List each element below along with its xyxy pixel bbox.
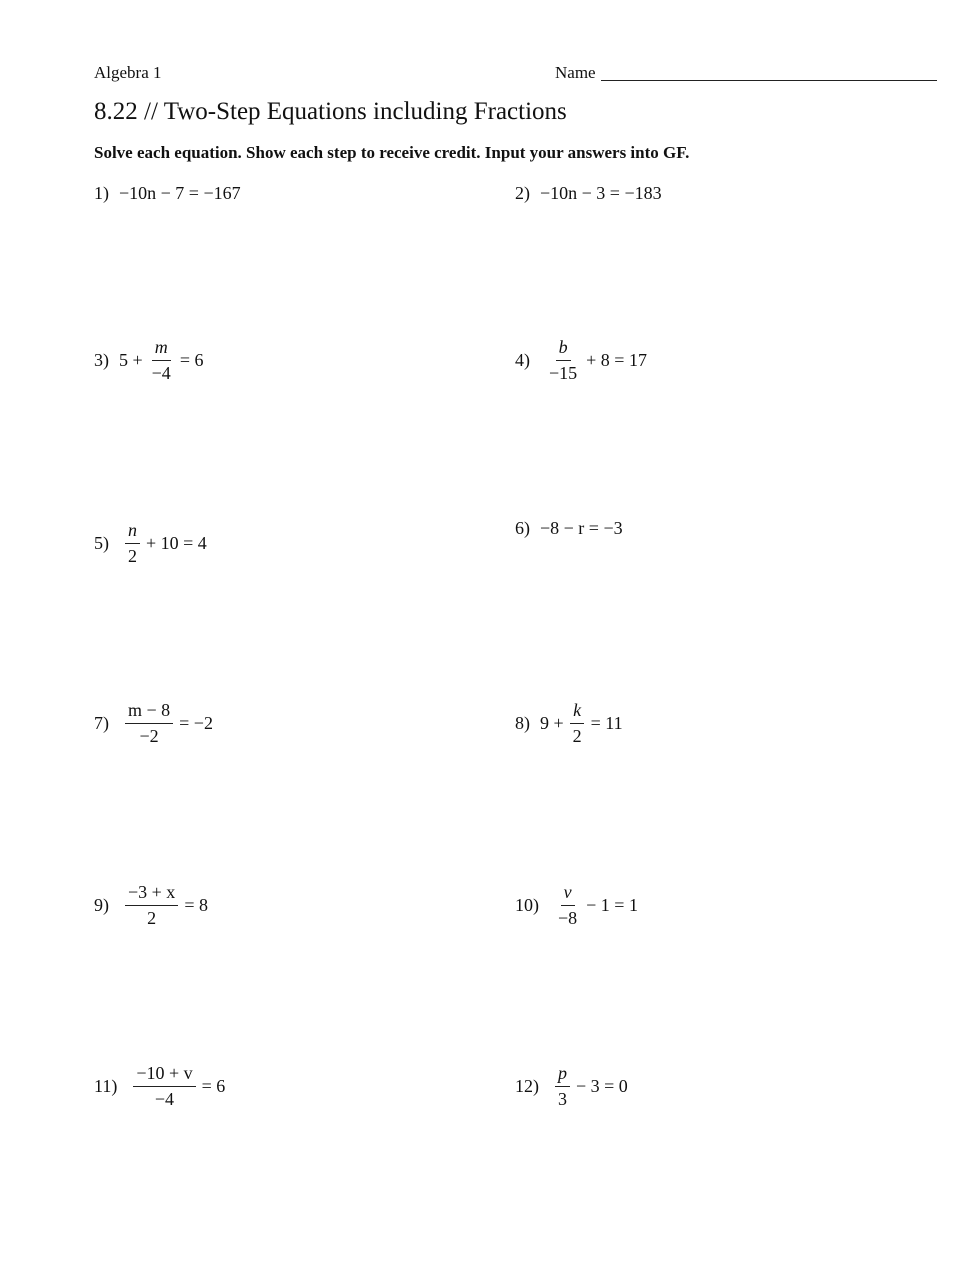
equation-suffix: = −2 xyxy=(179,712,213,733)
problem-5 xyxy=(94,515,207,571)
problem-number: 4) xyxy=(515,349,530,370)
course-name: Algebra 1 xyxy=(94,63,162,82)
fraction xyxy=(125,701,173,746)
equation-suffix: = 8 xyxy=(184,894,208,915)
problem-number: 1) xyxy=(94,182,109,203)
problem-number: 10) xyxy=(515,894,539,915)
problem-11 xyxy=(94,1058,225,1114)
fraction-denominator: −2 xyxy=(139,725,159,746)
problem-6 xyxy=(515,500,623,556)
fraction xyxy=(125,521,140,566)
fraction-numerator: k xyxy=(570,701,584,724)
equation-prefix: 5 + xyxy=(119,349,143,370)
worksheet-title: 8.22 // Two-Step Equations including Fractions xyxy=(94,98,567,125)
equation-prefix: 9 + xyxy=(540,712,564,733)
fraction xyxy=(149,338,174,383)
equation-suffix: = 6 xyxy=(201,1075,226,1096)
problem-number: 12) xyxy=(515,1075,539,1096)
problem-number: 6) xyxy=(515,517,530,538)
problem-1 xyxy=(94,165,241,221)
instructions: Solve each equation. Show each step to receive credit. Input your answers into GF. xyxy=(94,143,690,162)
fraction-numerator: −3 + x xyxy=(125,883,178,906)
problem-7 xyxy=(94,695,213,751)
equation-suffix: = 6 xyxy=(179,349,204,370)
equation: −8 − r = −3 xyxy=(540,517,623,538)
problem-number: 3) xyxy=(94,349,109,370)
equation: −10n − 7 = −167 xyxy=(119,182,241,203)
fraction-denominator: −4 xyxy=(154,1088,175,1109)
fraction xyxy=(570,701,585,746)
fraction-denominator: 3 xyxy=(558,1088,567,1109)
problem-2 xyxy=(515,165,662,221)
problem-12 xyxy=(515,1058,628,1114)
fraction-numerator: p xyxy=(555,1064,570,1087)
fraction xyxy=(555,883,580,928)
problem-3 xyxy=(94,332,203,388)
fraction-denominator: 2 xyxy=(147,907,157,928)
fraction-numerator: n xyxy=(125,521,140,544)
fraction-numerator: v xyxy=(561,883,575,906)
fraction-denominator: 2 xyxy=(572,725,582,746)
fraction-numerator: b xyxy=(556,338,571,361)
equation-suffix: + 8 = 17 xyxy=(586,349,647,370)
fraction-numerator: −10 + v xyxy=(133,1064,195,1087)
fraction xyxy=(555,1064,570,1109)
equation-suffix: + 10 = 4 xyxy=(146,532,207,553)
equation-suffix: − 1 = 1 xyxy=(586,894,638,915)
problem-8 xyxy=(515,695,623,751)
problem-number: 2) xyxy=(515,182,530,203)
name-blank-line xyxy=(601,80,937,81)
fraction-numerator: m xyxy=(152,338,171,361)
fraction xyxy=(125,883,178,928)
fraction-denominator: −4 xyxy=(151,362,171,383)
equation-suffix: = 11 xyxy=(590,712,623,733)
problem-number: 5) xyxy=(94,532,109,553)
fraction-numerator: m − 8 xyxy=(125,701,173,724)
fraction-denominator: −15 xyxy=(549,362,578,383)
problem-number: 11) xyxy=(94,1075,118,1096)
equation: −10n − 3 = −183 xyxy=(540,182,662,203)
problem-9 xyxy=(94,877,208,933)
name-label: Name xyxy=(555,63,596,82)
fraction-denominator: 2 xyxy=(128,545,137,566)
fraction xyxy=(133,1064,195,1109)
problem-4 xyxy=(515,332,647,388)
problem-10 xyxy=(515,877,638,933)
fraction-denominator: −8 xyxy=(558,907,578,928)
problem-number: 9) xyxy=(94,894,109,915)
problem-number: 8) xyxy=(515,712,530,733)
problem-number: 7) xyxy=(94,712,109,733)
equation-suffix: − 3 = 0 xyxy=(576,1075,628,1096)
fraction xyxy=(546,338,580,383)
